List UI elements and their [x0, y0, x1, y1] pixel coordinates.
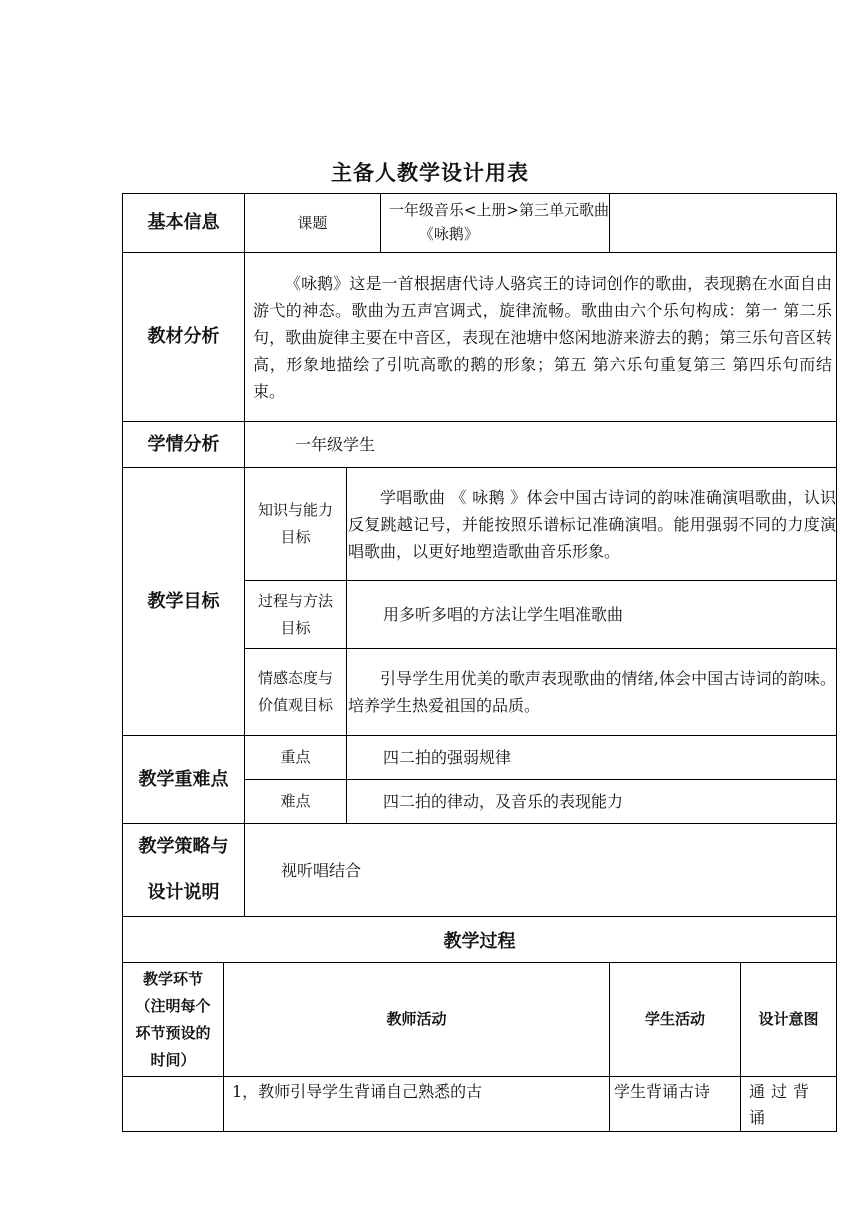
key-row — [123, 736, 837, 780]
col-intent: 设计意图 — [741, 963, 837, 1077]
students-text: 一年级学生 — [245, 422, 837, 468]
material-text: 《咏鹅》这是一首根据唐代诗人骆宾王的诗词创作的歌曲，表现鹅在水面自由游弋的神态。歌曲为五声宫调式，旋律流畅。歌曲由六个乐句构成：第一 第二乐句，歌曲旋律主要在中音区，表现在池塘中悠闲地游来游去的鹅；第三乐句音区转高，形象地描绘了引吭高歌的鹅的形象；第五 第六乐句重复第三 第四乐句而结束。 — [245, 253, 837, 422]
difficulty-label: 难点 — [245, 780, 347, 824]
students-header: 学情分析 — [123, 422, 245, 468]
topic-value — [381, 194, 609, 252]
topic-label-cell — [245, 194, 610, 253]
material-header: 教材分析 — [123, 253, 245, 422]
strategy-header-line-2: 设计说明 — [147, 882, 220, 903]
key-points-header: 教学重难点 — [123, 736, 245, 824]
process-columns-row — [123, 963, 837, 1077]
row1-stage — [123, 1077, 224, 1132]
key-label: 重点 — [245, 736, 347, 780]
col-teacher: 教师活动 — [224, 963, 610, 1077]
material-row — [123, 253, 837, 422]
col-student: 学生活动 — [610, 963, 741, 1077]
emotion-text: 引导学生用优美的歌声表现歌曲的情绪,体会中国古诗词的韵味。培养学生热爱祖国的品质。 — [347, 649, 837, 736]
emotion-label: 情感态度与价值观目标 — [245, 649, 347, 736]
topic-line-2: 《咏鹅》 — [418, 225, 479, 243]
col-stage: 教学环节（注明每个环节预设的时间） — [123, 963, 224, 1077]
lesson-design-table — [122, 193, 837, 1132]
process-label: 过程与方法目标 — [245, 581, 347, 649]
strategy-text: 视听唱结合 — [245, 824, 837, 917]
basic-info-header: 基本信息 — [123, 194, 245, 253]
goals-knowledge-row — [123, 468, 837, 581]
process-row-1 — [123, 1077, 837, 1132]
knowledge-text: 学唱歌曲 《 咏鹅 》体会中国古诗词的韵味准确演唱歌曲，认识反复跳越记号，并能按照乐谱标记准确演唱。能用强弱不同的力度演唱歌曲，以更好地塑造歌曲音乐形象。 — [347, 468, 837, 581]
row1-teacher: 1，教师引导学生背诵自己熟悉的古 — [224, 1077, 610, 1132]
row1-intent: 通过背诵 — [741, 1077, 837, 1132]
goals-header: 教学目标 — [123, 468, 245, 736]
topic-spacer — [610, 194, 837, 253]
topic-line-1: 一年级音乐<上册>第三单元歌曲 — [388, 201, 609, 219]
basic-info-row — [123, 194, 837, 253]
row1-student: 学生背诵古诗 — [610, 1077, 741, 1132]
strategy-header — [123, 824, 245, 917]
key-text: 四二拍的强弱规律 — [347, 736, 837, 780]
students-row — [123, 422, 837, 468]
process-title-row — [123, 917, 837, 963]
strategy-row — [123, 824, 837, 917]
document-title: 主备人教学设计用表 — [331, 161, 529, 185]
strategy-header-line-1: 教学策略与 — [138, 836, 229, 857]
process-header: 教学过程 — [123, 917, 837, 963]
topic-label: 课题 — [245, 194, 381, 252]
knowledge-label: 知识与能力目标 — [245, 468, 347, 581]
process-text: 用多听多唱的方法让学生唱准歌曲 — [347, 581, 837, 649]
difficulty-text: 四二拍的律动，及音乐的表现能力 — [347, 780, 837, 824]
